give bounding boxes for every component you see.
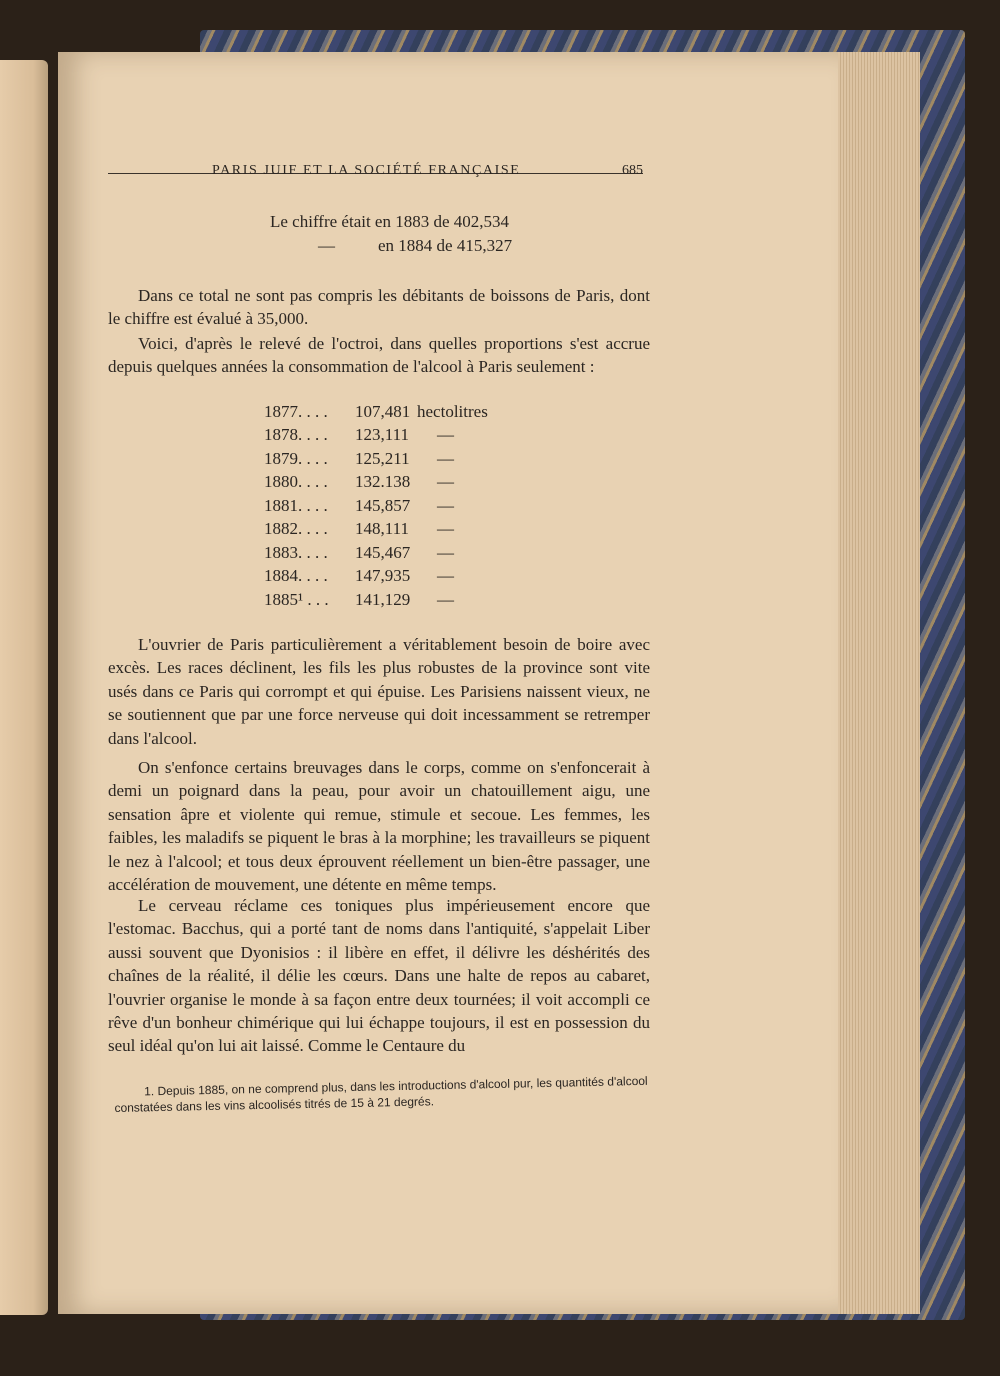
- table-row: [264, 471, 488, 495]
- table-row: [264, 541, 488, 565]
- unit-cell: —: [437, 472, 454, 492]
- table-row: [264, 447, 488, 471]
- value-cell: 147,935: [355, 566, 411, 586]
- year-cell: 1879. . . .: [264, 448, 328, 468]
- value-cell: 107,481: [355, 401, 411, 421]
- unit-cell: —: [437, 495, 454, 515]
- intro-line-1: Le chiffre était en 1883 de 402,534: [270, 212, 510, 231]
- paragraph-3: L'ouvrier de Paris particulièrement a véritablement besoin de boire avec excès. Les races déclinent, les fils les plus robustes de la province sont vite usés dans ce Paris qui corrompt et qui épuise. Les Parisiens naissent vieux, ne se soutiennent que par une force nerveuse qui doit incessamment se retremper dans l'alcool.: [108, 635, 650, 748]
- unit-cell: hectolitres: [417, 401, 488, 421]
- intro-line-2-text: en 1884 de 415,327: [378, 236, 513, 255]
- alcohol-consumption-table: [264, 400, 488, 612]
- unit-cell: —: [437, 589, 454, 609]
- paragraph-2: Voici, d'après le relevé de l'octroi, dans quelles proportions s'est accrue depuis quelques années la consommation de l'alcool à Paris seulement :: [108, 334, 650, 377]
- table-row: [264, 494, 488, 518]
- value-cell: 141,129: [355, 589, 411, 609]
- year-cell: 1884. . . .: [264, 566, 328, 586]
- page-number: 685: [622, 163, 643, 178]
- running-head: [108, 163, 643, 178]
- running-title: PARIS JUIF ET LA SOCIÉTÉ FRANÇAISE: [212, 163, 521, 178]
- unit-cell: —: [437, 566, 454, 586]
- book-page: [58, 52, 838, 1314]
- year-cell: 1880. . . .: [264, 472, 328, 492]
- value-cell: 132.138: [355, 472, 411, 492]
- table-row: [264, 518, 488, 542]
- footnote: 1. Depuis 1885, on ne comprend plus, dans les introductions d'alcool pur, les quantités d'alcool constatées dans les vins alcoolisés titrés de 15 à 21 degrés.: [114, 1073, 648, 1115]
- table-row: [264, 565, 488, 589]
- paragraph-5: Le cerveau réclame ces toniques plus impérieusement encore que l'estomac. Bacchus, qui a porté tant de noms dans l'antiquité, s'appelait Liber aussi souvent que Dyonisios : il libère en effet, il délivre les déshérités des chaînes de la réalité, il délie les cœurs. Dans une halte de repos au cabaret, l'ouvrier organise le monde à sa façon entre deux tournées; il voit accompli ce rêve d'un bonheur chimérique qui lui échappe toujours, il est en possession du seul idéal qu'on lui ait laissé. Comme le Centaure du: [108, 896, 650, 1056]
- year-cell: 1882. . . .: [264, 519, 328, 539]
- paragraph-4: On s'enfonce certains breuvages dans le corps, comme on s'enfoncerait à demi un poignard dans la peau, pour avoir un chatouillement aigu, une sensation âpre et violente qui remue, stimule et secoue. Les femmes, les faibles, les maladifs se piquent le bras à la morphine; les travailleurs se piquent le nez à l'alcool; et tous deux éprouvent réellement un bien-être passager, une accélération de mouvement, une détente en même temps.: [108, 758, 650, 895]
- table-row: [264, 588, 488, 612]
- table-row: [264, 424, 488, 448]
- year-cell: 1885¹ . . .: [264, 589, 329, 609]
- value-cell: 145,857: [355, 495, 411, 515]
- year-cell: 1877. . . .: [264, 401, 328, 421]
- unit-cell: —: [437, 519, 454, 539]
- paragraph-1: Dans ce total ne sont pas compris les débitants de boissons de Paris, dont le chiffre est évalué à 35,000.: [108, 286, 650, 329]
- intro-line-2: [318, 236, 512, 256]
- value-cell: 125,211: [355, 448, 410, 468]
- value-cell: 145,467: [355, 542, 411, 562]
- value-cell: 123,111: [355, 425, 409, 445]
- unit-cell: —: [437, 448, 454, 468]
- left-page-edge: [0, 60, 48, 1315]
- unit-cell: —: [437, 425, 454, 445]
- year-cell: 1883. . . .: [264, 542, 328, 562]
- table-row: [264, 400, 488, 424]
- ditto-dash: —: [318, 236, 335, 255]
- year-cell: 1878. . . .: [264, 425, 328, 445]
- unit-cell: —: [437, 542, 454, 562]
- value-cell: 148,111: [355, 519, 409, 539]
- year-cell: 1881. . . .: [264, 495, 328, 515]
